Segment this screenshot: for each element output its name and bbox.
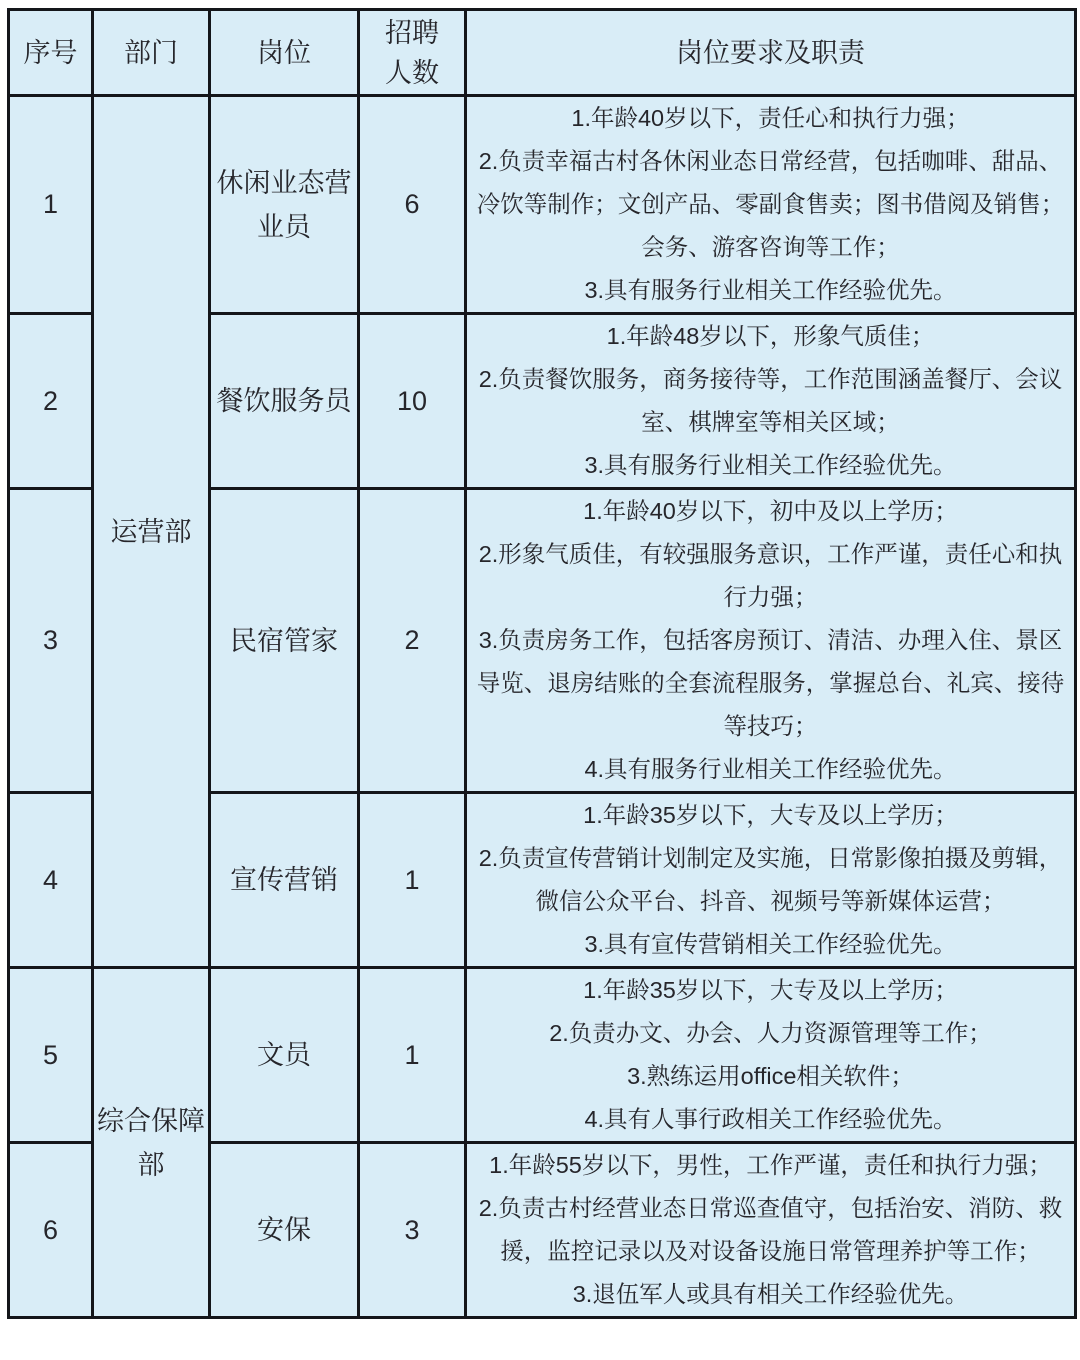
requirement-item: 1.年龄35岁以下，大专及以上学历； [583,977,958,1003]
department-label: 综合保障部 [97,1105,205,1180]
headcount-cell: 2 [359,489,466,793]
requirement-item: 1.年龄35岁以下，大专及以上学历； [583,802,958,828]
position-cell [210,793,359,968]
requirement-item: 1.年龄55岁以下，男性，工作严谨，责任和执行力强； [489,1152,1052,1178]
requirement-item: 3.退伍军人或具有相关工作经验优先。 [572,1281,969,1307]
requirements-cell [466,968,1076,1143]
requirement-item: 2.负责宣传营销计划制定及实施，日常影像拍摄及剪辑，微信公众平台、抖音、视频号等新媒体运营； [478,845,1063,914]
requirement-item: 1.年龄40岁以下，初中及以上学历； [583,498,958,524]
header-requirements: 岗位要求及职责 [466,10,1076,96]
headcount-cell: 1 [359,793,466,968]
position-cell [210,968,359,1143]
table-row [9,968,1076,1143]
requirement-item: 2.负责幸福古村各休闲业态日常经营，包括咖啡、甜品、冷饮等制作；文创产品、零副食售卖；图书借阅及销售；会务、游客咨询等工作； [476,148,1065,260]
requirements-cell [466,314,1076,489]
row-number: 5 [9,968,93,1143]
headcount-cell: 10 [359,314,466,489]
table-row [9,96,1076,314]
position-label: 安保 [257,1215,311,1245]
requirement-item: 3.具有服务行业相关工作经验优先。 [584,277,957,303]
header-count-label: 招聘人数 [385,17,439,88]
requirement-item: 2.负责古村经营业态日常巡查值守，包括治安、消防、救援，监控记录以及对设备设施日常管理养护等工作； [478,1195,1063,1264]
requirements-cell [466,1143,1076,1318]
position-label: 民宿管家 [230,625,338,656]
position-label: 宣传营销 [230,865,338,895]
requirement-item: 2.形象气质佳，有较强服务意识，工作严谨，责任心和执行力强； [478,541,1063,610]
headcount-cell: 3 [359,1143,466,1318]
requirements-cell [466,96,1076,314]
requirements-cell [466,793,1076,968]
row-number: 2 [9,314,93,489]
row-number: 6 [9,1143,93,1318]
header-no: 序号 [9,10,93,96]
requirement-item: 4.具有服务行业相关工作经验优先。 [584,756,957,782]
requirement-item: 3.具有宣传营销相关工作经验优先。 [584,931,957,957]
requirement-item: 3.熟练运用office相关软件； [627,1063,914,1089]
position-cell [210,489,359,793]
position-label: 文员 [257,1040,311,1070]
headcount-cell: 6 [359,96,466,314]
requirement-item: 3.具有服务行业相关工作经验优先。 [584,452,957,478]
header-count [359,10,466,96]
requirement-item: 1.年龄40岁以下，责任心和执行力强； [571,105,970,131]
row-number: 4 [9,793,93,968]
header-position: 岗位 [210,10,359,96]
row-number: 1 [9,96,93,314]
requirements-cell [466,489,1076,793]
row-number: 3 [9,489,93,793]
position-label: 休闲业态营业员 [216,167,352,242]
requirement-item: 3.负责房务工作，包括客房预订、清洁、办理入住、景区导览、退房结账的全套流程服务，掌握总台、礼宾、接待等技巧； [476,627,1065,739]
department-label: 运营部 [110,516,192,547]
position-cell [210,1143,359,1318]
recruitment-table [7,8,1077,1319]
department-cell-support [93,968,210,1318]
requirement-item: 1.年龄48岁以下，形象气质佳； [606,323,935,349]
requirement-item: 2.负责餐饮服务，商务接待等，工作范围涵盖餐厅、会议室、棋牌室等相关区域； [478,366,1063,435]
requirement-item: 4.具有人事行政相关工作经验优先。 [584,1106,957,1132]
department-cell-operations [93,96,210,968]
position-cell [210,314,359,489]
position-cell [210,96,359,314]
position-label: 餐饮服务员 [216,386,352,416]
header-row [9,10,1076,96]
headcount-cell: 1 [359,968,466,1143]
header-dept: 部门 [93,10,210,96]
requirement-item: 2.负责办文、办会、人力资源管理等工作； [549,1020,992,1046]
